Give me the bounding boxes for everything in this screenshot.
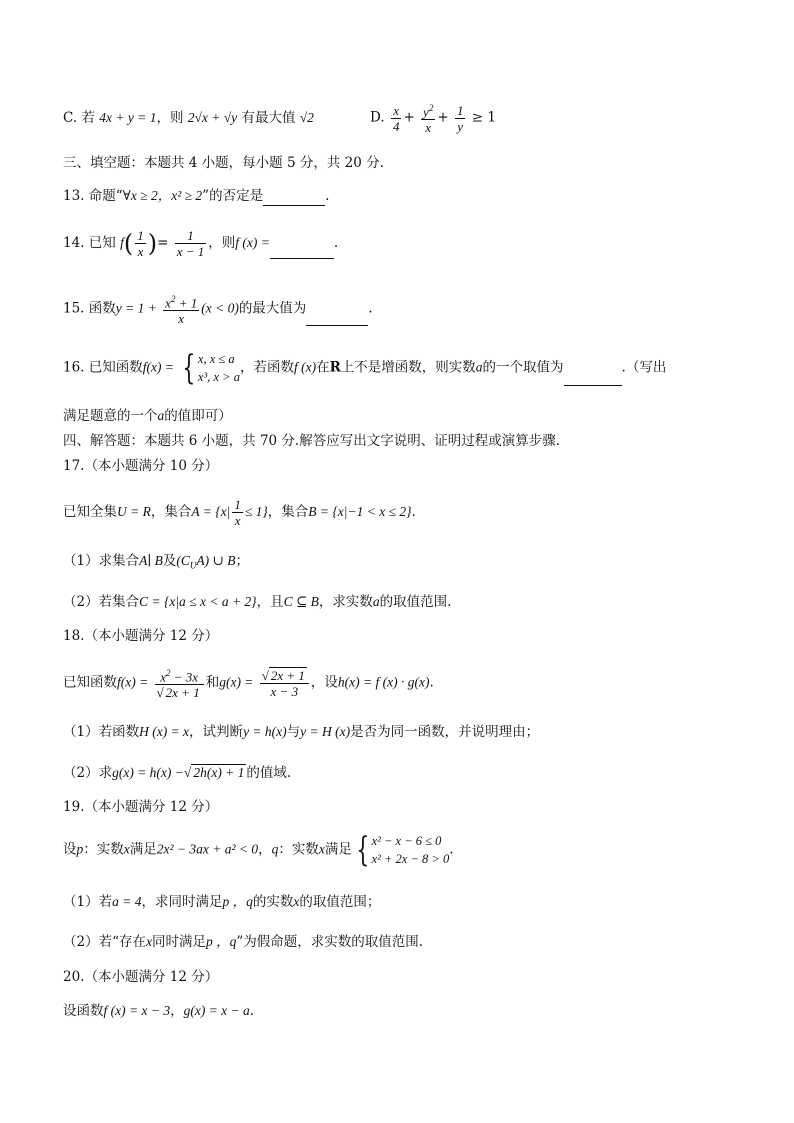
question-19-heading: 19.（本小题满分 12 分）	[63, 799, 219, 815]
question-19-part2: （2）若“存在x同时满足p ，q”为假命题，求实数的取值范围.	[63, 934, 424, 950]
question-16: 16. 已知函数f(x) = { x, x ≤ a x³, x > a ，若函数f (x)在R上不是增函数，则实数a的一个取值为 .（写出	[63, 348, 667, 388]
question-18-part1: （1）若函数H (x) = x，试判断y = h(x)与y = H (x)是否为同一函数，并说明理由；	[63, 724, 540, 740]
question-15: 15. 函数y = 1 + $\frac{x^2 + 1}{x}$ (x < 0)的最大值为 .	[63, 294, 373, 327]
question-17-part2: （2）若集合C = {x|a ≤ x < a + 2}，且C ⊆ B，求实数a的取值范围.	[63, 594, 452, 610]
question-17-part1: （1）求集合A∣ B及$(C_UA)$ ∪ B；	[63, 553, 249, 571]
question-16-line2: 满足题意的一个a的值即可）	[63, 408, 232, 424]
question-18-heading: 18.（本小题满分 12 分）	[63, 628, 219, 644]
section-4-title: 四、解答题：本题共 6 小题，共 70 分.解答应写出文字说明、证明过程或演算步骤.	[63, 433, 561, 449]
question-17-heading: 17.（本小题满分 10 分）	[63, 458, 219, 474]
question-20-heading: 20.（本小题满分 12 分）	[63, 969, 219, 985]
answer-blank[interactable]	[564, 371, 622, 386]
question-19-stem: 设p：实数x满足2x² − 3ax + a² < 0，q：实数x满足 { x² − x − 6 ≤ 0 x² + 2x − 8 > 0 .	[63, 830, 454, 870]
option-d: D. $\frac{x}{4}$ + $\frac{y^2}{x}$ + $\frac{1}{y}$ ≥ 1	[370, 102, 496, 136]
section-3-title: 三、填空题：本题共 4 小题，每小题 5 分，共 20 分.	[63, 155, 384, 171]
question-19-part1: （1）若a = 4，求同时满足p ，q的实数x的取值范围；	[63, 894, 381, 910]
question-18-part2: （2）求g(x) = h(x) −√ 2h(x) + 1 的值域.	[63, 765, 292, 781]
question-20-stem: 设函数f (x) = x − 3，g(x) = x − a.	[63, 1003, 255, 1019]
answer-blank[interactable]	[270, 244, 334, 259]
question-14: 14. 已知 f( $\frac{1}{x}$ )= $\frac{1}{x - 1}$ ，则f (x) = .	[63, 228, 339, 259]
question-18-stem: 已知函数f(x) = $\frac{x^2 - 3x}{√ 2x + 1}$ 和g(x) = $\frac{√ 2x + 1}{x - 3}$ ，设h(x) = f (x) · g(x).	[63, 667, 434, 701]
answer-blank[interactable]	[306, 311, 368, 326]
question-17-stem: 已知全集U = R，集合A = {x| $\frac{1}{x}$ ≤ 1}，集合B = {x|−1 < x ≤ 2}.	[63, 497, 416, 528]
answer-blank[interactable]	[263, 191, 325, 206]
option-c: C. 若 4x + y = 1，则 2√x + √y 有最大值 √2	[63, 110, 314, 126]
question-13: 13. 命题“∀x ≥ 2，x² ≥ 2”的否定是 .	[63, 188, 330, 204]
